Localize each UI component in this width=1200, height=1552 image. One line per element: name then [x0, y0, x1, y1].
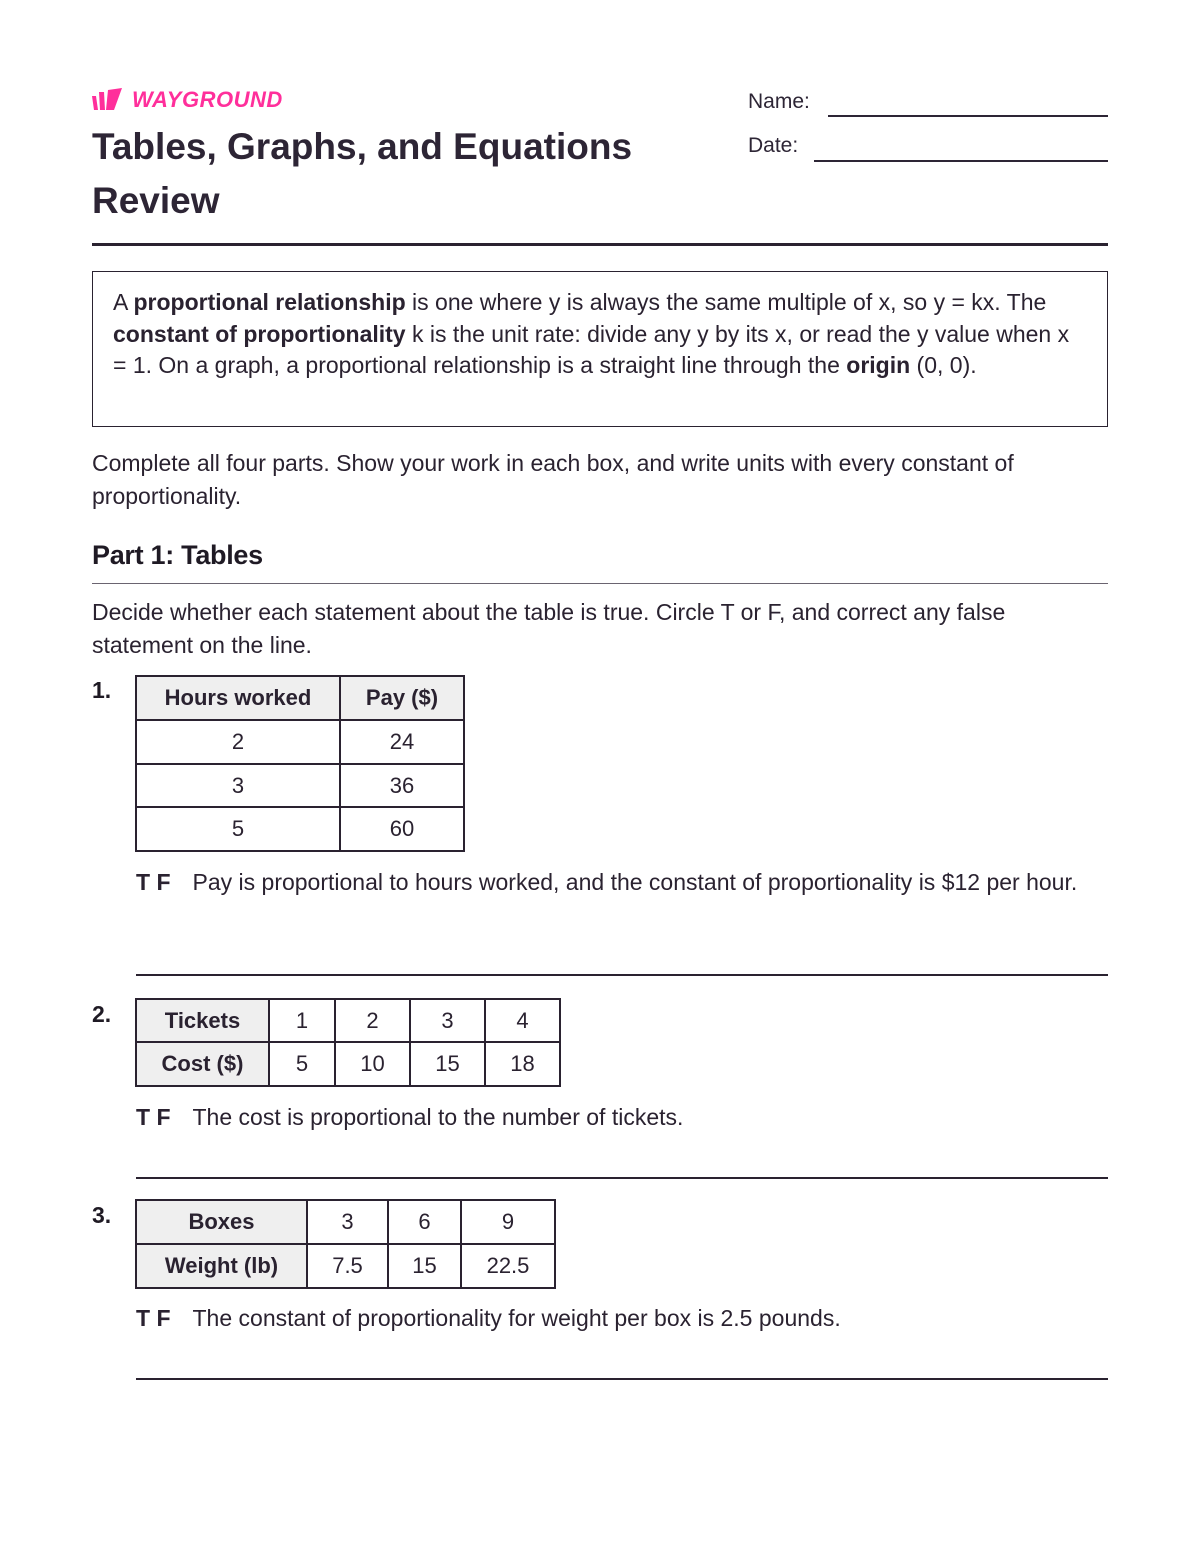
table-row	[136, 1244, 555, 1288]
table-cell: 3	[307, 1200, 388, 1244]
table-cell: 10	[335, 1042, 410, 1086]
definition-box	[92, 271, 1108, 427]
definition-text: (0, 0).	[910, 352, 977, 378]
table-cell: 18	[485, 1042, 560, 1086]
table-cell: 5	[136, 807, 340, 851]
definition-text: is one where y is always the same multiple of x, so y = kx. The	[405, 289, 1047, 315]
table-cell: 3	[410, 999, 485, 1042]
row-label-cost: Cost ($)	[136, 1042, 269, 1086]
question-2-number: 2.	[92, 1001, 112, 1027]
table-cell: 22.5	[461, 1244, 555, 1288]
table-cell: 1	[269, 999, 335, 1042]
table-cell: 4	[485, 999, 560, 1042]
table-cell: 3	[136, 764, 340, 807]
definition-text: k is the unit rate: divide any y by its x, or read the y value when x = 1. On a graph, a proportional relationship is a straight line through the	[113, 320, 1070, 378]
name-label: Name:	[748, 90, 810, 113]
table-cell: 7.5	[307, 1244, 388, 1288]
term-constant-of-proportionality: constant of proportionality	[113, 320, 406, 347]
table-row	[136, 1042, 560, 1086]
question-3-number: 3.	[92, 1202, 112, 1228]
row-label-boxes: Boxes	[136, 1200, 307, 1244]
date-label: Date:	[748, 134, 799, 157]
table-cell: 5	[269, 1042, 335, 1086]
table-cell: 24	[340, 720, 464, 764]
true-false-choice[interactable]: T F	[136, 1305, 171, 1331]
wayground-logo	[92, 86, 283, 114]
title-line-2: Review	[92, 180, 220, 221]
row-label-tickets: Tickets	[136, 999, 269, 1042]
wayground-logo-icon	[92, 88, 128, 112]
table-cell: 36	[340, 764, 464, 807]
part-1-heading: Part 1: Tables	[92, 540, 263, 570]
table-row	[136, 720, 464, 764]
part-1-divider	[92, 583, 1108, 584]
statement-text: The constant of proportionality for weight per box is 2.5 pounds.	[192, 1305, 841, 1331]
table-cell: 9	[461, 1200, 555, 1244]
term-origin: origin	[846, 352, 911, 378]
term-proportional-relationship: proportional relationship	[133, 289, 406, 315]
table-cell: 2	[136, 720, 340, 764]
question-1-table	[135, 675, 465, 852]
header-pay: Pay ($)	[340, 676, 464, 720]
table-cell: 15	[388, 1244, 461, 1288]
statement-text: The cost is proportional to the number of tickets.	[192, 1104, 684, 1130]
brand-name: WAYGROUND	[132, 87, 283, 112]
page-title	[92, 120, 692, 228]
row-label-weight: Weight (lb)	[136, 1244, 307, 1288]
table-cell: 6	[388, 1200, 461, 1244]
question-1-statement	[136, 866, 1086, 899]
table-row	[136, 764, 464, 807]
title-line-1: Tables, Graphs, and Equations	[92, 126, 633, 167]
table-cell: 2	[335, 999, 410, 1042]
table-row	[136, 999, 560, 1042]
question-1-number: 1.	[92, 677, 112, 703]
table-header-row	[136, 676, 464, 720]
statement-text: Pay is proportional to hours worked, and the constant of proportionality is $12 per hour.	[192, 869, 1078, 895]
true-false-choice[interactable]: T F	[136, 869, 171, 895]
question-1-answer-line[interactable]	[136, 974, 1108, 976]
table-row	[136, 1200, 555, 1244]
header-hours-worked: Hours worked	[136, 676, 340, 720]
question-3-statement	[136, 1302, 1086, 1335]
instructions: Complete all four parts. Show your work in each box, and write units with every constant of proportionality.	[92, 450, 1014, 509]
header-divider	[92, 243, 1108, 246]
question-2-table	[135, 998, 561, 1087]
true-false-choice[interactable]: T F	[136, 1104, 171, 1130]
name-field[interactable]	[828, 115, 1108, 117]
part-1-directions: Decide whether each statement about the table is true. Circle T or F, and correct any false statement on the line.	[92, 599, 1006, 658]
table-cell: 60	[340, 807, 464, 851]
question-2-statement	[136, 1101, 1086, 1134]
question-3-table	[135, 1199, 556, 1289]
table-row	[136, 807, 464, 851]
question-2-answer-line[interactable]	[136, 1177, 1108, 1179]
definition-text: A	[113, 289, 134, 315]
table-cell: 15	[410, 1042, 485, 1086]
question-3-answer-line[interactable]	[136, 1378, 1108, 1380]
date-field[interactable]	[814, 160, 1108, 162]
